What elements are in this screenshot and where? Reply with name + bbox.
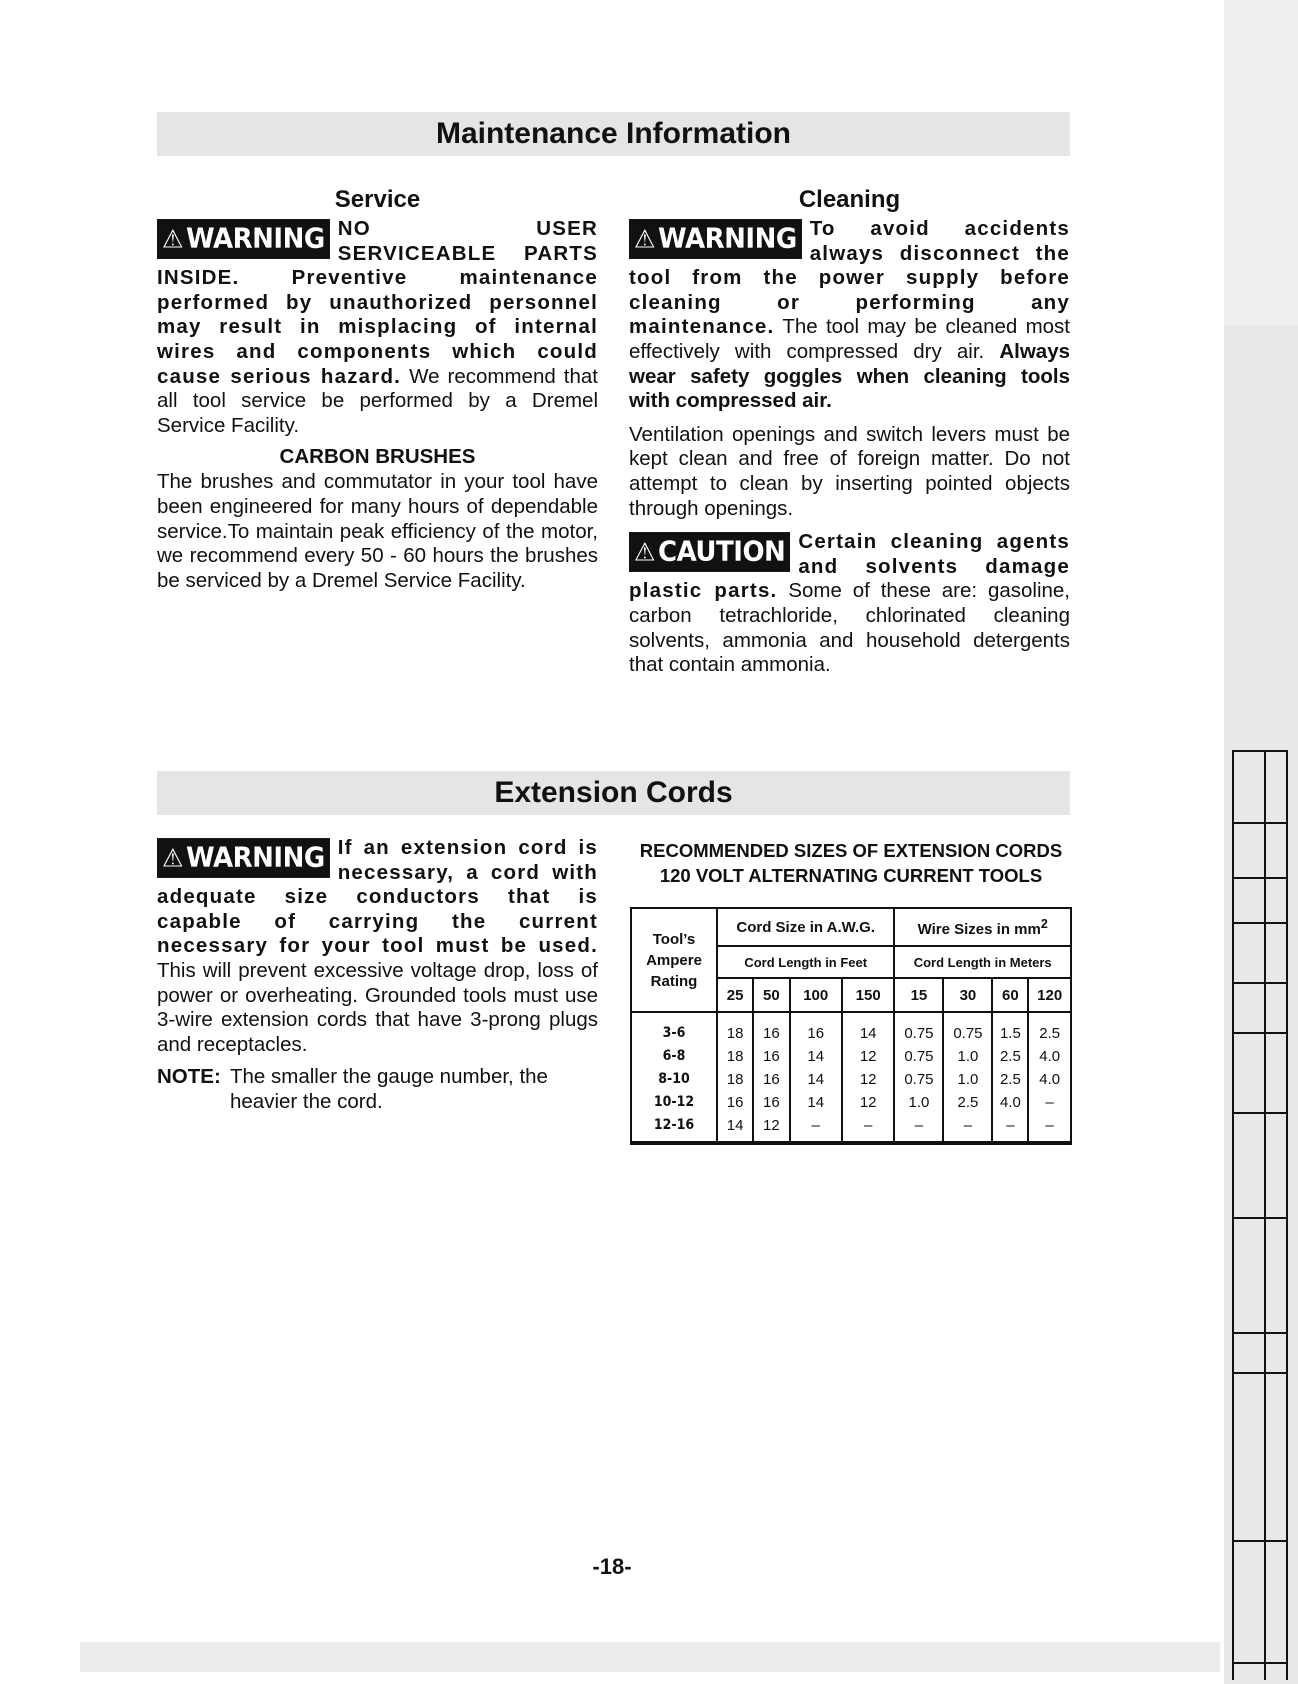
- table-cell: 4.0: [1028, 1068, 1071, 1091]
- table-row: [631, 1045, 1071, 1068]
- table-cell: 1.0: [943, 1068, 992, 1091]
- table-cell: 2.5: [992, 1045, 1028, 1068]
- note-label: NOTE:: [157, 1065, 221, 1089]
- service-warning-bold: NO USER SERVICEABLE PARTS INSIDE. Preventive maintenance performed by unauthorized personnel may result in misplacing of internal wires and components which could cause serious hazard.: [157, 217, 598, 388]
- cleaning-heading: Cleaning: [798, 186, 901, 213]
- table-cell: 0.75: [894, 1012, 943, 1045]
- mm-header-label: Wire Sizes in mm: [917, 920, 1041, 938]
- table-cell: 14: [790, 1068, 842, 1091]
- cleaning-warning-text: The tool may be cleaned most effectively with compressed dry air.: [629, 315, 1070, 363]
- table-cell: –: [790, 1114, 842, 1142]
- tab-line: [1234, 982, 1286, 984]
- table-cell: 16: [753, 1068, 789, 1091]
- table-cell: 2.5: [1028, 1012, 1071, 1045]
- tab-line: [1234, 1540, 1286, 1542]
- amp-rating-cell: 6-8: [631, 1045, 717, 1068]
- table-title-line2: 120 VOLT ALTERNATING CURRENT TOOLS: [659, 865, 1043, 886]
- extension-warning-text: This will prevent excessive voltage drop, loss of power or overheating. Grounded tools must use 3-wire extension cords that have 3-prong plugs and receptacles.: [157, 958, 598, 1056]
- table-cell: 14: [717, 1114, 753, 1142]
- table-row: [631, 1114, 1071, 1142]
- mm-header-sup: 2: [1040, 916, 1048, 931]
- table-cell: 12: [842, 1045, 894, 1068]
- table-cell: 16: [753, 1045, 789, 1068]
- table-cell: 12: [842, 1068, 894, 1091]
- service-paragraph: [157, 217, 598, 438]
- table-cell: 1.0: [894, 1091, 943, 1114]
- length-header: 150: [842, 978, 894, 1012]
- index-tabs: [1232, 750, 1288, 1680]
- warning-badge-label: WARNING: [186, 842, 325, 874]
- carbon-brushes-heading: CARBON BRUSHES: [279, 445, 476, 469]
- warning-triangle-icon: ⚠: [162, 843, 184, 873]
- warning-badge: [157, 219, 330, 259]
- mm-header: [894, 908, 1071, 946]
- extension-cord-table: [630, 907, 1072, 1145]
- service-column: [157, 185, 598, 593]
- tab-line: [1234, 922, 1286, 924]
- maintenance-title: Maintenance Information: [435, 117, 792, 150]
- amp-rating-cell: 8-10: [631, 1068, 717, 1091]
- table-cell: 16: [790, 1012, 842, 1045]
- table-row: [631, 1068, 1071, 1091]
- length-header: 50: [753, 978, 789, 1012]
- extension-title-bar: [157, 771, 1070, 815]
- length-header: 100: [790, 978, 842, 1012]
- table-cell: 12: [753, 1114, 789, 1142]
- table-cell: 2.5: [992, 1068, 1028, 1091]
- cleaning-paragraph: [629, 217, 1070, 414]
- table-cell: 1.0: [943, 1045, 992, 1068]
- table-bottom-rule: [631, 1142, 1071, 1144]
- table-cell: 16: [753, 1091, 789, 1114]
- awg-header: Cord Size in A.W.G.: [717, 908, 894, 946]
- amp-rating-cell: 3-6: [631, 1012, 717, 1045]
- warning-badge-label: WARNING: [186, 223, 325, 255]
- warning-badge: [629, 219, 802, 259]
- caution-bold: Certain cleaning agents and solvents damage plastic parts.: [629, 530, 1070, 603]
- table-cell: –: [1028, 1091, 1071, 1114]
- extension-title: Extension Cords: [494, 776, 733, 809]
- carbon-brushes-text: The brushes and commutator in your tool have been engineered for many hours of dependable service.To maintain peak efficiency of the motor, we recommend every 50 - 60 hours the brushes be serviced by a Dremel Service Facility.: [157, 470, 598, 592]
- rating-header: Tool’s Ampere Rating: [631, 908, 717, 1012]
- cleaning-warning-bold: To avoid accidents always disconnect the tool from the power supply before cleaning or performing any maintenance.: [629, 217, 1070, 339]
- tab-line: [1234, 1217, 1286, 1219]
- table-row: [631, 1091, 1071, 1114]
- table-cell: 0.75: [894, 1068, 943, 1091]
- warning-badge-label: WARNING: [658, 223, 797, 255]
- tab-line: [1234, 822, 1286, 824]
- meters-header: Cord Length in Meters: [894, 946, 1071, 978]
- length-header: 15: [894, 978, 943, 1012]
- table-cell: 12: [842, 1091, 894, 1114]
- warning-badge: [157, 838, 330, 878]
- tab-line: [1234, 877, 1286, 879]
- cleaning-column: [629, 185, 1070, 678]
- table-cell: 1.5: [992, 1012, 1028, 1045]
- amp-rating-cell: 12-16: [631, 1114, 717, 1142]
- table-cell: 2.5: [943, 1091, 992, 1114]
- table-cell: 0.75: [894, 1045, 943, 1068]
- extension-paragraph: [157, 836, 598, 1057]
- table-cell: 4.0: [1028, 1045, 1071, 1068]
- tab-line: [1234, 1112, 1286, 1114]
- table-cell: 16: [753, 1012, 789, 1045]
- note-text: The smaller the gauge number, the heavier the cord.: [230, 1065, 548, 1113]
- tab-line: [1234, 1372, 1286, 1374]
- maintenance-title-bar: [157, 112, 1070, 156]
- warning-triangle-icon: ⚠: [162, 224, 184, 254]
- table-cell: 0.75: [943, 1012, 992, 1045]
- feet-header: Cord Length in Feet: [717, 946, 894, 978]
- length-header: 120: [1028, 978, 1071, 1012]
- table-cell: 14: [842, 1012, 894, 1045]
- tab-line: [1234, 1032, 1286, 1034]
- table-cell: –: [943, 1114, 992, 1142]
- tab-line: [1234, 1332, 1286, 1334]
- warning-triangle-icon: ⚠: [634, 224, 656, 254]
- page-number: -18-: [592, 1554, 632, 1579]
- table-title: [628, 838, 1074, 888]
- table-cell: 14: [790, 1091, 842, 1114]
- table-cell: 16: [717, 1091, 753, 1114]
- amp-rating-cell: 10-12: [631, 1091, 717, 1114]
- caution-badge: [629, 532, 790, 572]
- table-cell: –: [894, 1114, 943, 1142]
- ventilation-text: Ventilation openings and switch levers must be kept clean and free of foreign matter. Do not attempt to clean by inserting pointed objects through openings.: [629, 422, 1070, 520]
- table-cell: –: [992, 1114, 1028, 1142]
- length-header: 60: [992, 978, 1028, 1012]
- length-header: 30: [943, 978, 992, 1012]
- extension-column: [157, 836, 598, 1115]
- table-cell: 18: [717, 1045, 753, 1068]
- table-cell: 18: [717, 1012, 753, 1045]
- tab-line: [1234, 1662, 1286, 1664]
- table-cell: 18: [717, 1068, 753, 1091]
- table-cell: –: [842, 1114, 894, 1142]
- caution-triangle-icon: ⚠: [634, 537, 656, 567]
- table-cell: –: [1028, 1114, 1071, 1142]
- extension-warning-bold: If an extension cord is necessary, a cord with adequate size conductors that is capable of carrying the current necessary for your tool must be used.: [157, 836, 598, 958]
- caution-badge-label: CAUTION: [658, 536, 786, 568]
- table-title-line1: RECOMMENDED SIZES OF EXTENSION CORDS: [639, 840, 1063, 861]
- table-cell: 14: [790, 1045, 842, 1068]
- service-warning-text: We recommend that all tool service be performed by a Dremel Service Facility.: [157, 364, 598, 437]
- table-cell: 4.0: [992, 1091, 1028, 1114]
- length-header: 25: [717, 978, 753, 1012]
- caution-text: Some of these are: gasoline, carbon tetrachloride, chlorinated cleaning solvents, ammonia and household detergents that contain ammonia.: [629, 579, 1070, 677]
- cleaning-warning-bold-tail: Always wear safety goggles when cleaning tools with compressed air.: [629, 339, 1070, 413]
- note: [157, 1065, 598, 1114]
- table-row: [631, 1012, 1071, 1045]
- bottom-margin-strip: [80, 1642, 1220, 1672]
- service-heading: Service: [334, 186, 421, 213]
- caution-paragraph: [629, 530, 1070, 678]
